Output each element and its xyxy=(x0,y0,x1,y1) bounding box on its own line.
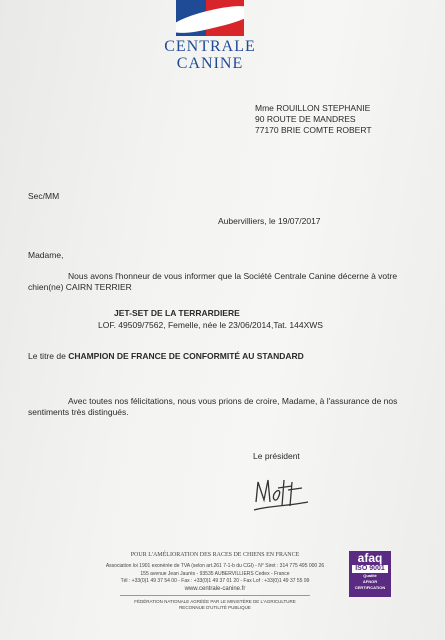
recipient-name: Mme ROUILLON STEPHANIE xyxy=(255,103,371,113)
signature-title: Le président xyxy=(253,451,300,461)
footer-public-utility: RECONNUE D'UTILITÉ PUBLIQUE xyxy=(179,605,251,610)
reference: Sec/MM xyxy=(28,191,60,201)
intro-line2: chien(ne) CAIRN TERRIER xyxy=(28,282,132,292)
handwritten-signature-icon xyxy=(248,472,318,517)
afaq-iso-badge xyxy=(349,551,391,597)
footer-line2: 155 avenue Jean Jaurès - 93535 AUBERVILLIERS Cedex - France xyxy=(140,571,290,577)
recipient-city: 77170 BRIE COMTE ROBERT xyxy=(255,125,372,135)
title-prefix: Le titre de xyxy=(28,351,66,361)
org-name-line1: CENTRALE xyxy=(164,38,256,55)
place-date: Aubervilliers, le 19/07/2017 xyxy=(218,216,321,226)
badge-brand: afaq xyxy=(357,551,383,565)
badge-standard: ISO 9001 xyxy=(352,565,388,573)
closing-line2: sentiments très distingués. xyxy=(28,407,129,417)
intro-line1: Nous avons l'honneur de vous informer que la Société Centrale Canine décerne à votre xyxy=(68,271,398,281)
salutation: Madame, xyxy=(28,250,64,260)
dog-name: JET-SET DE LA TERRARDIERE xyxy=(114,308,240,318)
title-line xyxy=(28,351,304,361)
closing-line1: Avec toutes nos félicitations, nous vous prions de croire, Madame, à l'assurance de nos xyxy=(68,396,398,406)
badge-certifier: AFNOR CERTIFICATION xyxy=(354,579,386,590)
footer-divider xyxy=(120,595,310,596)
footer-federation: FÉDÉRATION NATIONALE AGRÉÉE PAR LE MINISTÈRE DE L'AGRICULTURE xyxy=(134,599,296,604)
centrale-canine-logo-icon xyxy=(176,0,244,36)
footer-motto: POUR L'AMÉLIORATION DES RACES DE CHIENS EN FRANCE xyxy=(130,552,300,558)
footer-line3: Tél : +33(0)1 49 37 54 00 - Fax : +33(0)1 49 37 01 20 - Fax Lof : +33(0)1 49 37 55 99 xyxy=(120,578,310,584)
footer-website: www.centrale-canine.fr xyxy=(184,586,246,592)
award-title: CHAMPION DE FRANCE DE CONFORMITÉ AU STANDARD xyxy=(68,351,304,361)
org-name-line2: CANINE xyxy=(176,55,244,72)
recipient-street: 90 ROUTE DE MANDRES xyxy=(255,114,356,124)
footer-line1: Association loi 1901 exonérée de TVA (selon art.261 7-1-b du CGI) - N° Siret : 314 775 495 000 26 xyxy=(105,563,325,569)
badge-label: Qualité xyxy=(363,573,377,578)
dog-details: LOF. 49509/7562, Femelle, née le 23/06/2014,Tat. 144XWS xyxy=(98,320,323,330)
